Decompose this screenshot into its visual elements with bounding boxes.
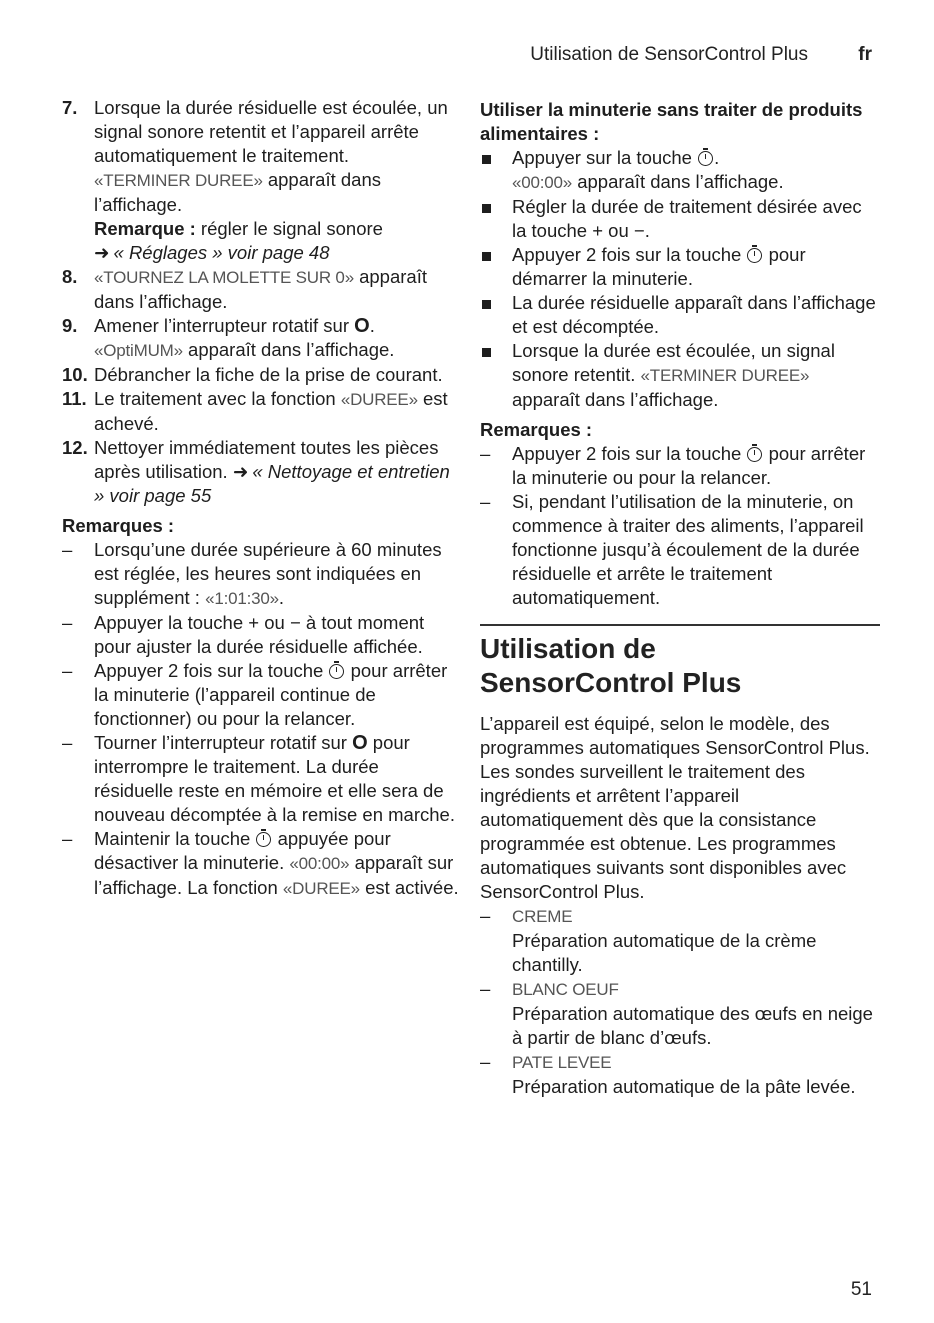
section-title-line: SensorControl Plus [480,667,742,698]
step-10 [62,363,462,387]
remark-text: pour arrêter la minuterie ou pour la relancer. [512,443,866,488]
minus-key-icon: − [289,612,301,633]
timer-step [480,291,880,339]
step-11 [62,387,462,436]
remark-item [62,538,462,611]
dash-bullet: – [480,1051,491,1072]
program-name: CREME [512,907,573,926]
square-bullet [482,252,491,261]
remark-text: ou [259,612,290,633]
program-list [480,904,880,1099]
step-text: apparaît dans l’affichage. [94,266,427,312]
display-code: «00:00» [289,854,350,873]
program-description: Préparation automatique de la crème chantilly. [512,930,817,975]
timer-icon [698,151,713,166]
arrow-right-icon: ➜ [232,461,249,482]
off-position-icon: O [352,732,368,754]
remark-text: est activée. [359,877,459,898]
step-number: 10. [62,364,88,385]
remark-text: pour interrompre le traitement. La durée résiduelle reste en mémoire et elle sera de nouveau décomptée à la remise en marche. [94,732,455,825]
step-text: La durée résiduelle apparaît dans l’affichage et est décomptée. [512,292,876,337]
section-title-line: Utilisation de [480,633,656,664]
remark-text: apparaît sur l’affichage. La fonction [94,852,454,898]
timer-icon [256,832,271,847]
step-text: Le traitement avec la fonction [94,388,341,409]
timer-icon [747,248,762,263]
dash-bullet: – [480,978,491,999]
step-8 [62,265,462,314]
remark-text: appuyée pour désactiver la minuterie. [94,828,391,873]
right-column [480,96,880,1099]
program-name: BLANC OEUF [512,980,619,999]
remark-text: Appuyer 2 fois sur la touche [512,443,747,464]
display-code: «TERMINER DUREE» [640,366,810,385]
step-text: apparaît dans l’affichage. [572,171,784,192]
dash-bullet: – [62,828,73,849]
step-12 [62,436,462,508]
remark-item [62,731,462,827]
plus-key-icon: + [248,612,260,633]
step-text: Débrancher la fiche de la prise de courant. [94,364,443,385]
remarks-heading: Remarques : [480,419,593,440]
remark-item [62,611,462,659]
remark-text: Maintenir la touche [94,828,256,849]
step-text: Appuyer sur la touche [512,147,698,168]
remark-item [62,659,462,731]
program-description: Préparation automatique de la pâte levée. [512,1076,856,1097]
punctuation: . [714,147,720,168]
dash-bullet: – [62,660,73,681]
dash-bullet: – [480,905,491,926]
timer-step [480,339,880,412]
off-position-icon: O [354,315,370,337]
step-number: 11. [62,388,87,409]
page-reference[interactable]: « Réglages » voir page 48 [113,242,330,263]
remark-text: Tourner l’interrupteur rotatif sur [94,732,353,753]
step-9 [62,314,462,363]
display-code: «1:01:30» [205,589,279,608]
dash-bullet: – [62,612,73,633]
remark-item [480,442,880,490]
step-text: pour démarrer la minuterie. [512,244,806,289]
dash-bullet: – [480,443,491,464]
step-number: 9. [62,315,78,336]
section-intro: L’appareil est équipé, selon le modèle, des programmes automatiques SensorControl Plus. Les sondes surveillent le traitement des ingrédients et arrêtent l’appareil automatiquement dès que la consistance programmée est obtenue. Les programmes automatiques suivants sont disponibles avec SensorControl Plus. [480,713,870,902]
step-text: Nettoyer immédiatement toutes les pièces après utilisation. [94,437,439,482]
remark-text: Appuyer 2 fois sur la touche [94,660,329,681]
section-divider [480,624,880,626]
display-code: «OptiMUM» [94,341,183,360]
step-text: apparaît dans l’affichage. [512,389,719,410]
minus-key-icon: − [633,220,645,241]
remark-text: Lorsqu’une durée supérieure à 60 minutes est réglée, les heures sont indiquées en supplément : [94,539,442,608]
timer-icon [329,664,344,679]
step-text: ou [603,220,634,241]
display-code: «00:00» [512,173,573,192]
display-code: «DUREE» [282,879,360,898]
dash-bullet: – [480,491,491,512]
dash-bullet: – [62,539,73,560]
remarks-heading: Remarques : [62,515,175,536]
remark-item [480,490,880,610]
plus-key-icon: + [592,220,604,241]
square-bullet [482,300,491,309]
note-text: régler le signal sonore [195,218,383,239]
step-text: Lorsque la durée est écoulée, un signal sonore retentit. [512,340,835,385]
step-text: apparaît dans l’affichage. [182,339,395,360]
page-reference[interactable]: « Nettoyage et entretien » voir page 55 [94,461,450,506]
page-header [0,43,934,69]
step-text: est achevé. [94,388,448,434]
step-text: Régler la durée de traitement désirée avec la touche [512,196,862,241]
punctuation: . [369,315,375,336]
square-bullet [482,348,491,357]
step-text: Appuyer 2 fois sur la touche [512,244,747,265]
step-text: Amener l’interrupteur rotatif sur [94,315,355,336]
remark-text: pour arrêter la minuterie (l’appareil continue de fonctionner) ou pour la relancer. [94,660,448,729]
square-bullet [482,155,491,164]
step-number: 8. [62,266,78,287]
step-number: 12. [62,437,88,458]
program-item [480,1050,880,1099]
square-bullet [482,204,491,213]
section-title [480,632,880,700]
left-column [62,96,462,901]
remark-text: Appuyer la touche [94,612,249,633]
punctuation: . [644,220,650,241]
program-name: PATE LEVEE [512,1053,612,1072]
step-7 [62,96,462,265]
timer-section-heading: Utiliser la minuterie sans traiter de produits alimentaires : [480,99,863,144]
punctuation: . [278,587,285,608]
program-item [480,977,880,1050]
page-number: 51 [850,1279,872,1300]
note-label: Remarque : [94,218,196,239]
display-code: «DUREE» [340,390,418,409]
timer-icon [747,447,762,462]
remark-text: Si, pendant l’utilisation de la minuterie, on commence à traiter des aliments, l’appareil fonctionne jusqu’à écoulement de la durée résiduelle et arrête le traitement automatiquement. [512,491,864,608]
remark-text: à tout moment pour ajuster la durée résiduelle affichée. [94,612,425,657]
display-code: «TERMINER DUREE» [94,171,263,190]
arrow-right-icon: ➜ [94,242,110,263]
timer-step [480,195,880,243]
display-code: «TOURNEZ LA MOLETTE SUR 0» [94,268,354,287]
header-title: Utilisation de SensorControl Plus [530,44,808,65]
step-text: Lorsque la durée résiduelle est écoulée, un signal sonore retentit et l’appareil arrête automatiquement le traitement. [94,97,448,166]
dash-bullet: – [62,732,73,753]
timer-step [480,243,880,291]
timer-step [480,146,880,195]
remark-item [62,827,462,901]
program-description: Préparation automatique des œufs en neige à partir de blanc d’œufs. [512,1003,873,1048]
step-text: apparaît dans l’affichage. [94,169,381,215]
program-item [480,904,880,977]
language-code: fr [858,44,872,65]
step-number: 7. [62,97,78,118]
